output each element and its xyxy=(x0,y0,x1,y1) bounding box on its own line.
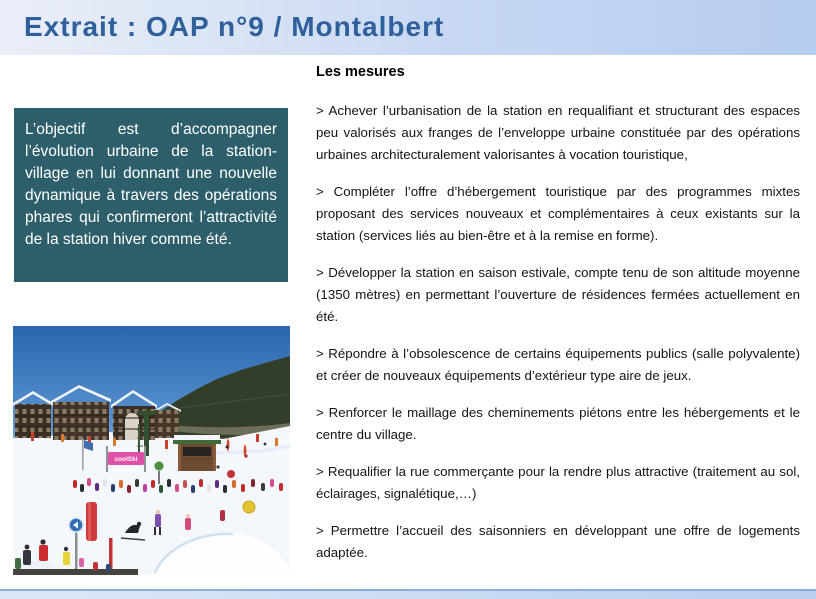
objective-text-box: L’objectif est d’accompagner l’évolution urbaine de la station-village en lui donnant une nouvelle dynamique à travers des opérations phares qui confirmeront l’attractivité de la station hiver comme été. xyxy=(14,108,288,282)
red-padded-post xyxy=(86,502,97,541)
page-header-band xyxy=(0,0,816,55)
measure-item: > Achever l’urbanisation de la station en requalifiant et structurant des espaces peu valorisés aux franges de l’enveloppe urbaine constituée par des opérations urbaines architecturalement valorisantes à vocation touristique, xyxy=(316,103,800,162)
page-title: Extrait : OAP n°9 / Montalbert xyxy=(24,10,445,42)
measure-item: > Requalifier la rue commerçante pour la rendre plus attractive (traitement au sol, éclairages, signalétique,…) xyxy=(316,464,800,501)
measure-item: > Développer la station en saison estivale, compte tenu de son altitude moyenne (1350 mètres) en permettant l’ouverture de résidences fermées actuellement en été. xyxy=(316,265,800,324)
measure-item: > Répondre à l’obsolescence de certains équipements publics (salle polyvalente) et créer de nouveaux équipements d’extérieur type aire de jeux. xyxy=(316,346,800,383)
yellow-sign xyxy=(243,501,255,513)
ski-village-illustration xyxy=(13,326,290,575)
measure-item: > Renforcer le maillage des cheminements piétons entre les hébergements et le centre du village. xyxy=(316,405,800,442)
kiosk-hut xyxy=(173,435,221,471)
red-sign xyxy=(227,470,235,478)
measure-item: > Permettre l’accueil des saisonniers en développant une offre de logements adaptée. xyxy=(316,523,800,560)
measures-list xyxy=(316,100,800,564)
measures-section xyxy=(316,64,800,579)
measures-heading: Les mesures xyxy=(316,64,405,80)
green-sign-pole xyxy=(158,471,160,484)
page-footer-band xyxy=(0,589,816,599)
station-photo xyxy=(13,326,290,575)
red-padded-post-highlight xyxy=(88,502,91,541)
measure-item: > Compléter l’offre d’hébergement touristique par des programmes mixtes proposant des services nouveaux et complémentaires à ceux existants sur la station (services liés au bien-être et à la remise en forme). xyxy=(316,184,800,243)
green-sign xyxy=(154,461,164,471)
coolski-banner-text: coolSki xyxy=(114,456,138,463)
